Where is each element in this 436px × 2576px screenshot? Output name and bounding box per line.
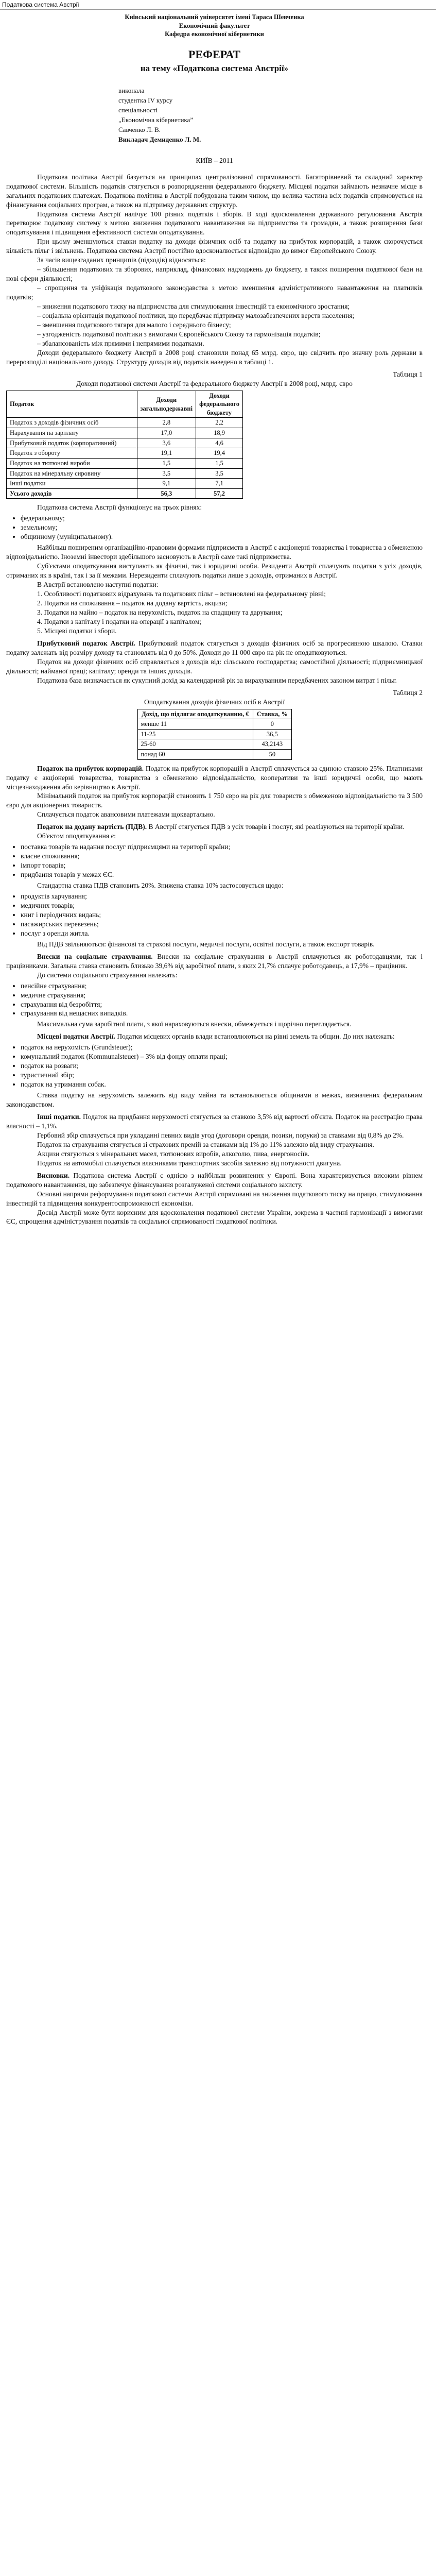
- list-item: • туристичний збір;: [21, 1071, 423, 1080]
- table-cell: Податок на мінеральну сировину: [7, 468, 137, 479]
- table-cell: 57,2: [196, 488, 243, 499]
- table-cell: 1,5: [196, 458, 243, 468]
- paragraph: Об'єктом оподаткування є:: [37, 832, 116, 840]
- table-cell: менше 11: [137, 719, 253, 730]
- section-heading: Місцеві податки Австрії.: [37, 1032, 115, 1041]
- paragraph: Доходи федерального бюджету Австрії в 2008 році становили понад 65 млрд. євро, що свідчить про значну роль держави в перерозподілі національного доходу. Структуру доходів від податків наведено в таблиці 1.: [6, 348, 423, 366]
- paragraph: Акцизи стягуються з мінеральних масел, тютюнових виробів, алкоголю, пива, енергоносіїв.: [37, 1149, 310, 1158]
- paragraph: Суб'єктами оподаткування виступають як фізичні, так і юридичні особи. Резиденти Австрії сплачують податки з усіх доходів, отриманих як в країні, так і за її межами. Нерезиденти сплачують податки лише з доходів, отриманих в Австрії.: [6, 562, 423, 580]
- list-item: • податок на утримання собак.: [21, 1080, 423, 1089]
- table-cell: 19,4: [196, 448, 243, 459]
- income-tax-rates-table: [137, 709, 292, 760]
- tax-revenue-table: [6, 391, 243, 499]
- table-number: Таблиця 1: [393, 370, 423, 378]
- list-item: • федеральному;: [21, 514, 423, 523]
- list-item: • общинному (муніципальному).: [21, 532, 423, 541]
- table-cell: 7,1: [196, 479, 243, 489]
- faculty-name: Економічний факультет: [179, 22, 250, 29]
- table-cell: 0: [253, 719, 291, 730]
- table-number: Таблиця 2: [393, 688, 423, 697]
- table-cell: 11-25: [137, 729, 253, 739]
- document-body: [0, 10, 436, 1226]
- table-cell: Усього доходів: [7, 488, 137, 499]
- paragraph: Податкова політика Австрії базується на принципах централізованої спрямованості. Багаторівневий та складний характер податкової системи. Більшість податків стягується в розпорядження федерального бюджету. Місцеві податки займають незначне місце в загальних податкових платежах. Податкова політика в Австрії побудована таким чином, що велика частина всіх податків спрямовується на фінансування соціальних програм, а також на підтримку державних структур.: [6, 173, 423, 209]
- meta-line: виконала: [118, 86, 145, 94]
- table-cell: 36,5: [253, 729, 291, 739]
- list-item: – зменшення податкового тягаря для малого і середнього бізнесу;: [37, 320, 231, 329]
- table-row: [7, 488, 243, 499]
- list-item: • пасажирських перевезень;: [21, 920, 423, 929]
- list-item: • поставка товарів та надання послуг підприємцями на території країни;: [21, 842, 423, 852]
- list-item: • послуг з оренди житла.: [21, 929, 423, 938]
- table-header: Дохід, що підлягає оподаткуванню, €: [137, 709, 253, 719]
- table-row: [7, 468, 243, 479]
- table-cell: 18,9: [196, 428, 243, 438]
- table-header: Ставка, %: [253, 709, 291, 719]
- section-heading: Висновки.: [37, 1171, 70, 1179]
- paragraph: Основні напрями реформування податкової системи Австрії спрямовані на зниження податкового тиску на працю, стимулювання інвестицій та підвищення конкурентоспроможності економіки.: [6, 1190, 423, 1207]
- university-name: Київський національний університет імені Тараса Шевченка: [125, 13, 304, 21]
- browser-tab[interactable]: [0, 0, 436, 10]
- table-cell: 1,5: [137, 458, 196, 468]
- list-item: • страхування від безробіття;: [21, 1000, 423, 1009]
- meta-line: студентка IV курсу: [118, 96, 173, 104]
- list-item: 2. Податки на споживання – податок на додану вартість, акцизи;: [37, 599, 228, 607]
- meta-line: спеціальності: [118, 106, 158, 114]
- table-caption: Доходи податкової системи Австрії та федерального бюджету Австрії в 2008 році, млрд. євро: [76, 379, 353, 387]
- table-cell: 19,1: [137, 448, 196, 459]
- table-cell: 9,1: [137, 479, 196, 489]
- table-cell: понад 60: [137, 750, 253, 760]
- list-item: – соціальна орієнтація податкової політики, що передбачає підтримку малозабезпечених верств населення;: [37, 311, 355, 319]
- section-paragraph: Інші податки. Податок на придбання нерухомості стягується за ставкою 3,5% від вартості об'єкта. Податок на реєстрацію права власності – 1,1%.: [6, 1112, 423, 1130]
- list-item: 1. Особливості податкових відрахувань та податкових пільг – встановлені на федеральному рівні;: [37, 590, 326, 598]
- table-header: Доходи загальнодержавні: [137, 391, 196, 418]
- paragraph: Податкова система Австрії функціонує на трьох рівнях:: [37, 503, 202, 512]
- table-cell: Податок з обороту: [7, 448, 137, 459]
- list-item: 5. Місцеві податки і збори.: [37, 626, 117, 635]
- section-paragraph: Прибутковий податок Австрії. Прибутковий податок стягується з доходів фізичних осіб за прогресивною шкалою. Ставки податку залежать від розміру доходу та становлять від 0 до 50%. Доходи до 11 000 євро на рік не оподатковуються.: [6, 639, 423, 656]
- section-paragraph: Внески на соціальне страхування. Внески на соціальне страхування в Австрії сплачуються як роботодавцями, так і працівниками. Загальна ставка становить близько 39,6% від заробітної плати, з яких 21,7% сплачує роботодавець, а 17,9% – працівник.: [6, 952, 423, 970]
- paragraph: До системи соціального страхування належать:: [37, 971, 178, 979]
- paragraph: Від ПДВ звільняються: фінансові та страхові послуги, медичні послуги, освітні послуги, а також експорт товарів.: [37, 940, 375, 948]
- department-name: Кафедра економічної кібернетики: [165, 30, 264, 38]
- table-cell: Прибутковий податок (корпоративний): [7, 438, 137, 448]
- list-item: – зниження податкового тиску на підприємства для стимулювання інвестицій та економічного зростання;: [37, 302, 350, 311]
- paragraph: При цьому зменшуються ставки податку на доходи фізичних осіб та податку на прибуток корпорацій, а також скорочується кількість пільг і звільнень. Податкова система Австрії постійно вдосконалюється відповідно до вимог Європейського Союзу.: [6, 238, 423, 255]
- list-item: • податок на розваги;: [21, 1061, 423, 1071]
- report-subtitle: на тему «Податкова система Австрії»: [140, 63, 289, 74]
- table-row: [137, 739, 291, 750]
- meta-line: Савченко Л. В.: [118, 125, 161, 133]
- section-heading: Прибутковий податок Австрії.: [37, 639, 136, 647]
- vat-reduced-list: [21, 892, 423, 938]
- list-item: • медичне страхування;: [21, 991, 423, 1000]
- paragraph: Досвід Австрії може бути корисним для вдосконалення податкової системи України, зокрема в частині гармонізації з вимогами ЄС, спрощення адміністрування податків та соціальної спрямованості податкової політики.: [6, 1208, 423, 1226]
- section-heading: Податок на прибуток корпорацій.: [37, 764, 144, 772]
- paragraph: В Австрії встановлено наступні податки:: [37, 581, 159, 589]
- paragraph: Гербовий збір сплачується при укладанні певних видів угод (договори оренди, позики, поруки) за ставками від 0,8% до 2%.: [37, 1131, 404, 1139]
- section-paragraph: Податок на прибуток корпорацій. Податок на прибуток корпорацій в Австрії сплачується за єдиною ставкою 25%. Платниками податку є акціонерні товариства, товариства з обмеженою відповідальністю, кооперативи та інші юридичні особи, що мають місцезнаходження або керівництво в Австрії.: [6, 764, 423, 791]
- report-title: РЕФЕРАТ: [188, 47, 240, 61]
- social-list: [21, 981, 423, 1019]
- table-row: [137, 719, 291, 730]
- paragraph: Мінімальний податок на прибуток корпорацій становить 1 750 євро на рік для товариств з обмеженою відповідальністю та 3 500 євро для акціонерних товариств.: [6, 792, 423, 809]
- table-cell: Інші податки: [7, 479, 137, 489]
- list-item: • страхування від нещасних випадків.: [21, 1009, 423, 1018]
- table-row: [7, 458, 243, 468]
- list-item: – узгодженість податкової політики з вимогами Європейського Союзу та гармонізація податків;: [37, 330, 321, 338]
- table-cell: 50: [253, 750, 291, 760]
- list-item: • медичних товарів;: [21, 901, 423, 910]
- list-item: • власне споживання;: [21, 852, 423, 861]
- table-row: [7, 418, 243, 428]
- vat-object-list: [21, 842, 423, 879]
- list-item: – збільшення податкових та зборових, наприклад, фінансових надходжень до бюджету, а також поширення податкової бази на нові сфери діяльності;: [6, 265, 423, 283]
- table-cell: Податок з доходів фізичних осіб: [7, 418, 137, 428]
- table-cell: 3,6: [137, 438, 196, 448]
- table-cell: 3,5: [196, 468, 243, 479]
- table-cell: Податок на тютюнові вироби: [7, 458, 137, 468]
- paragraph: За часів вищезгаданих принципів (підходів) відносяться:: [37, 256, 206, 264]
- section-heading: Внески на соціальне страхування.: [37, 952, 153, 960]
- list-item: • пенсійне страхування;: [21, 981, 423, 991]
- table-cell: 56,3: [137, 488, 196, 499]
- table-header: Доходи федерального бюджету: [196, 391, 243, 418]
- table-row: [7, 448, 243, 459]
- levels-list: [21, 514, 423, 541]
- list-item: 4. Податки з капіталу і податки на операції з капіталом;: [37, 617, 202, 625]
- table-caption: Оподаткування доходів фізичних осіб в Австрії: [144, 698, 285, 706]
- section-heading: Податок на додану вартість (ПДВ).: [37, 823, 147, 831]
- paragraph: Стандартна ставка ПДВ становить 20%. Знижена ставка 10% застосовується щодо:: [37, 882, 284, 890]
- list-item: • придбання товарів у межах ЄС.: [21, 870, 423, 879]
- section-paragraph: Податок на додану вартість (ПДВ). В Австрії стягується ПДВ з усіх товарів і послуг, які реалізуються на території країни.: [37, 823, 405, 831]
- paragraph: Найбільш поширеним організаційно-правовим формами підприємств в Австрії є акціонерні товариства і товариства з обмеженою відповідальністю. Іноземні інвестори здебільшого засновують в Австрії саме такі підприємства.: [6, 544, 423, 561]
- list-item: • імпорт товарів;: [21, 861, 423, 870]
- tab-title: Податкова система Австрії: [2, 1, 79, 8]
- list-item: • книг і періодичних видань;: [21, 910, 423, 920]
- table-row: [137, 750, 291, 760]
- paragraph: Податок на доходи фізичних осіб справляється з доходів від: сільського господарства; самостійної діяльності; підприємницької діяльності; найманої праці; капіталу; оренди та інших доходів.: [6, 657, 423, 675]
- paragraph: Податок на страхування стягується зі страхових премій за ставками від 1% до 11% залежно від виду страхування.: [37, 1140, 374, 1148]
- list-item: • продуктів харчування;: [21, 892, 423, 901]
- author-block: [118, 86, 314, 145]
- list-item: • комунальний податок (Kommunalsteuer) – 3% від фонду оплати праці;: [21, 1052, 423, 1061]
- meta-line: Викладач Демиденко Л. М.: [118, 135, 201, 143]
- paragraph: Ставка податку на нерухомість залежить від виду майна та встановлюється общинами в межах, визначених федеральним законодавством.: [6, 1091, 423, 1109]
- table-cell: 43,2143: [253, 739, 291, 750]
- table-row: [7, 428, 243, 438]
- paragraph: Максимальна сума заробітної плати, з якої нараховуються внески, обмежується і щорічно переглядається.: [37, 1020, 352, 1028]
- section-paragraph: Висновки. Податкова система Австрії є однією з найбільш розвинених у Європі. Вона характеризується високим рівнем податкового навантаження, що забезпечує фінансування розгалуженої системи соціального захисту.: [6, 1171, 423, 1189]
- table-header: Податок: [7, 391, 137, 418]
- paragraph: Податкова система Австрії налічує 100 різних податків і зборів. В ході вдосконалення державного регулювання Австрія перетворює податкову систему з метою зниження податкового навантаження на підприємства та громадян, а також розширення бази оподаткування і підвищення ефективності системи оподаткування.: [6, 210, 423, 236]
- table-cell: 4,6: [196, 438, 243, 448]
- table-row: [137, 729, 291, 739]
- table-cell: Нарахування на зарплату: [7, 428, 137, 438]
- paragraph: Податок на автомобілі сплачується власниками транспортних засобів залежно від потужності двигуна.: [37, 1159, 342, 1167]
- paragraph: Податкова база визначається як сукупний дохід за календарний рік за вирахуванням передбачених законом витрат і пільг.: [37, 676, 397, 684]
- list-item: • земельному;: [21, 523, 423, 532]
- city-year: КИЇВ – 2011: [196, 156, 233, 164]
- meta-line: „Економічна кібернетика”: [118, 115, 194, 124]
- table-cell: 2,2: [196, 418, 243, 428]
- list-item: – спрощення та уніфікація податкового законодавства з метою зменшення адміністративного навантаження на платників податків;: [6, 284, 423, 301]
- table-row: [7, 479, 243, 489]
- list-item: – збалансованість між прямими і непрямими податками.: [37, 339, 204, 347]
- table-row: [7, 438, 243, 448]
- section-paragraph: Місцеві податки Австрії. Податки місцевих органів влади встановлюються на рівні земель та общин. До них належать:: [37, 1032, 395, 1041]
- section-heading: Інші податки.: [37, 1112, 81, 1121]
- list-item: • податок на нерухомість (Grundsteuer);: [21, 1043, 423, 1052]
- table-cell: 3,5: [137, 468, 196, 479]
- local-tax-list: [21, 1043, 423, 1089]
- table-cell: 17,0: [137, 428, 196, 438]
- table-cell: 25-60: [137, 739, 253, 750]
- list-item: 3. Податки на майно – податок на нерухомість, податок на спадщину та дарування;: [37, 608, 283, 616]
- paragraph: Сплачується податок авансовими платежами щоквартально.: [37, 810, 215, 819]
- table-cell: 2,8: [137, 418, 196, 428]
